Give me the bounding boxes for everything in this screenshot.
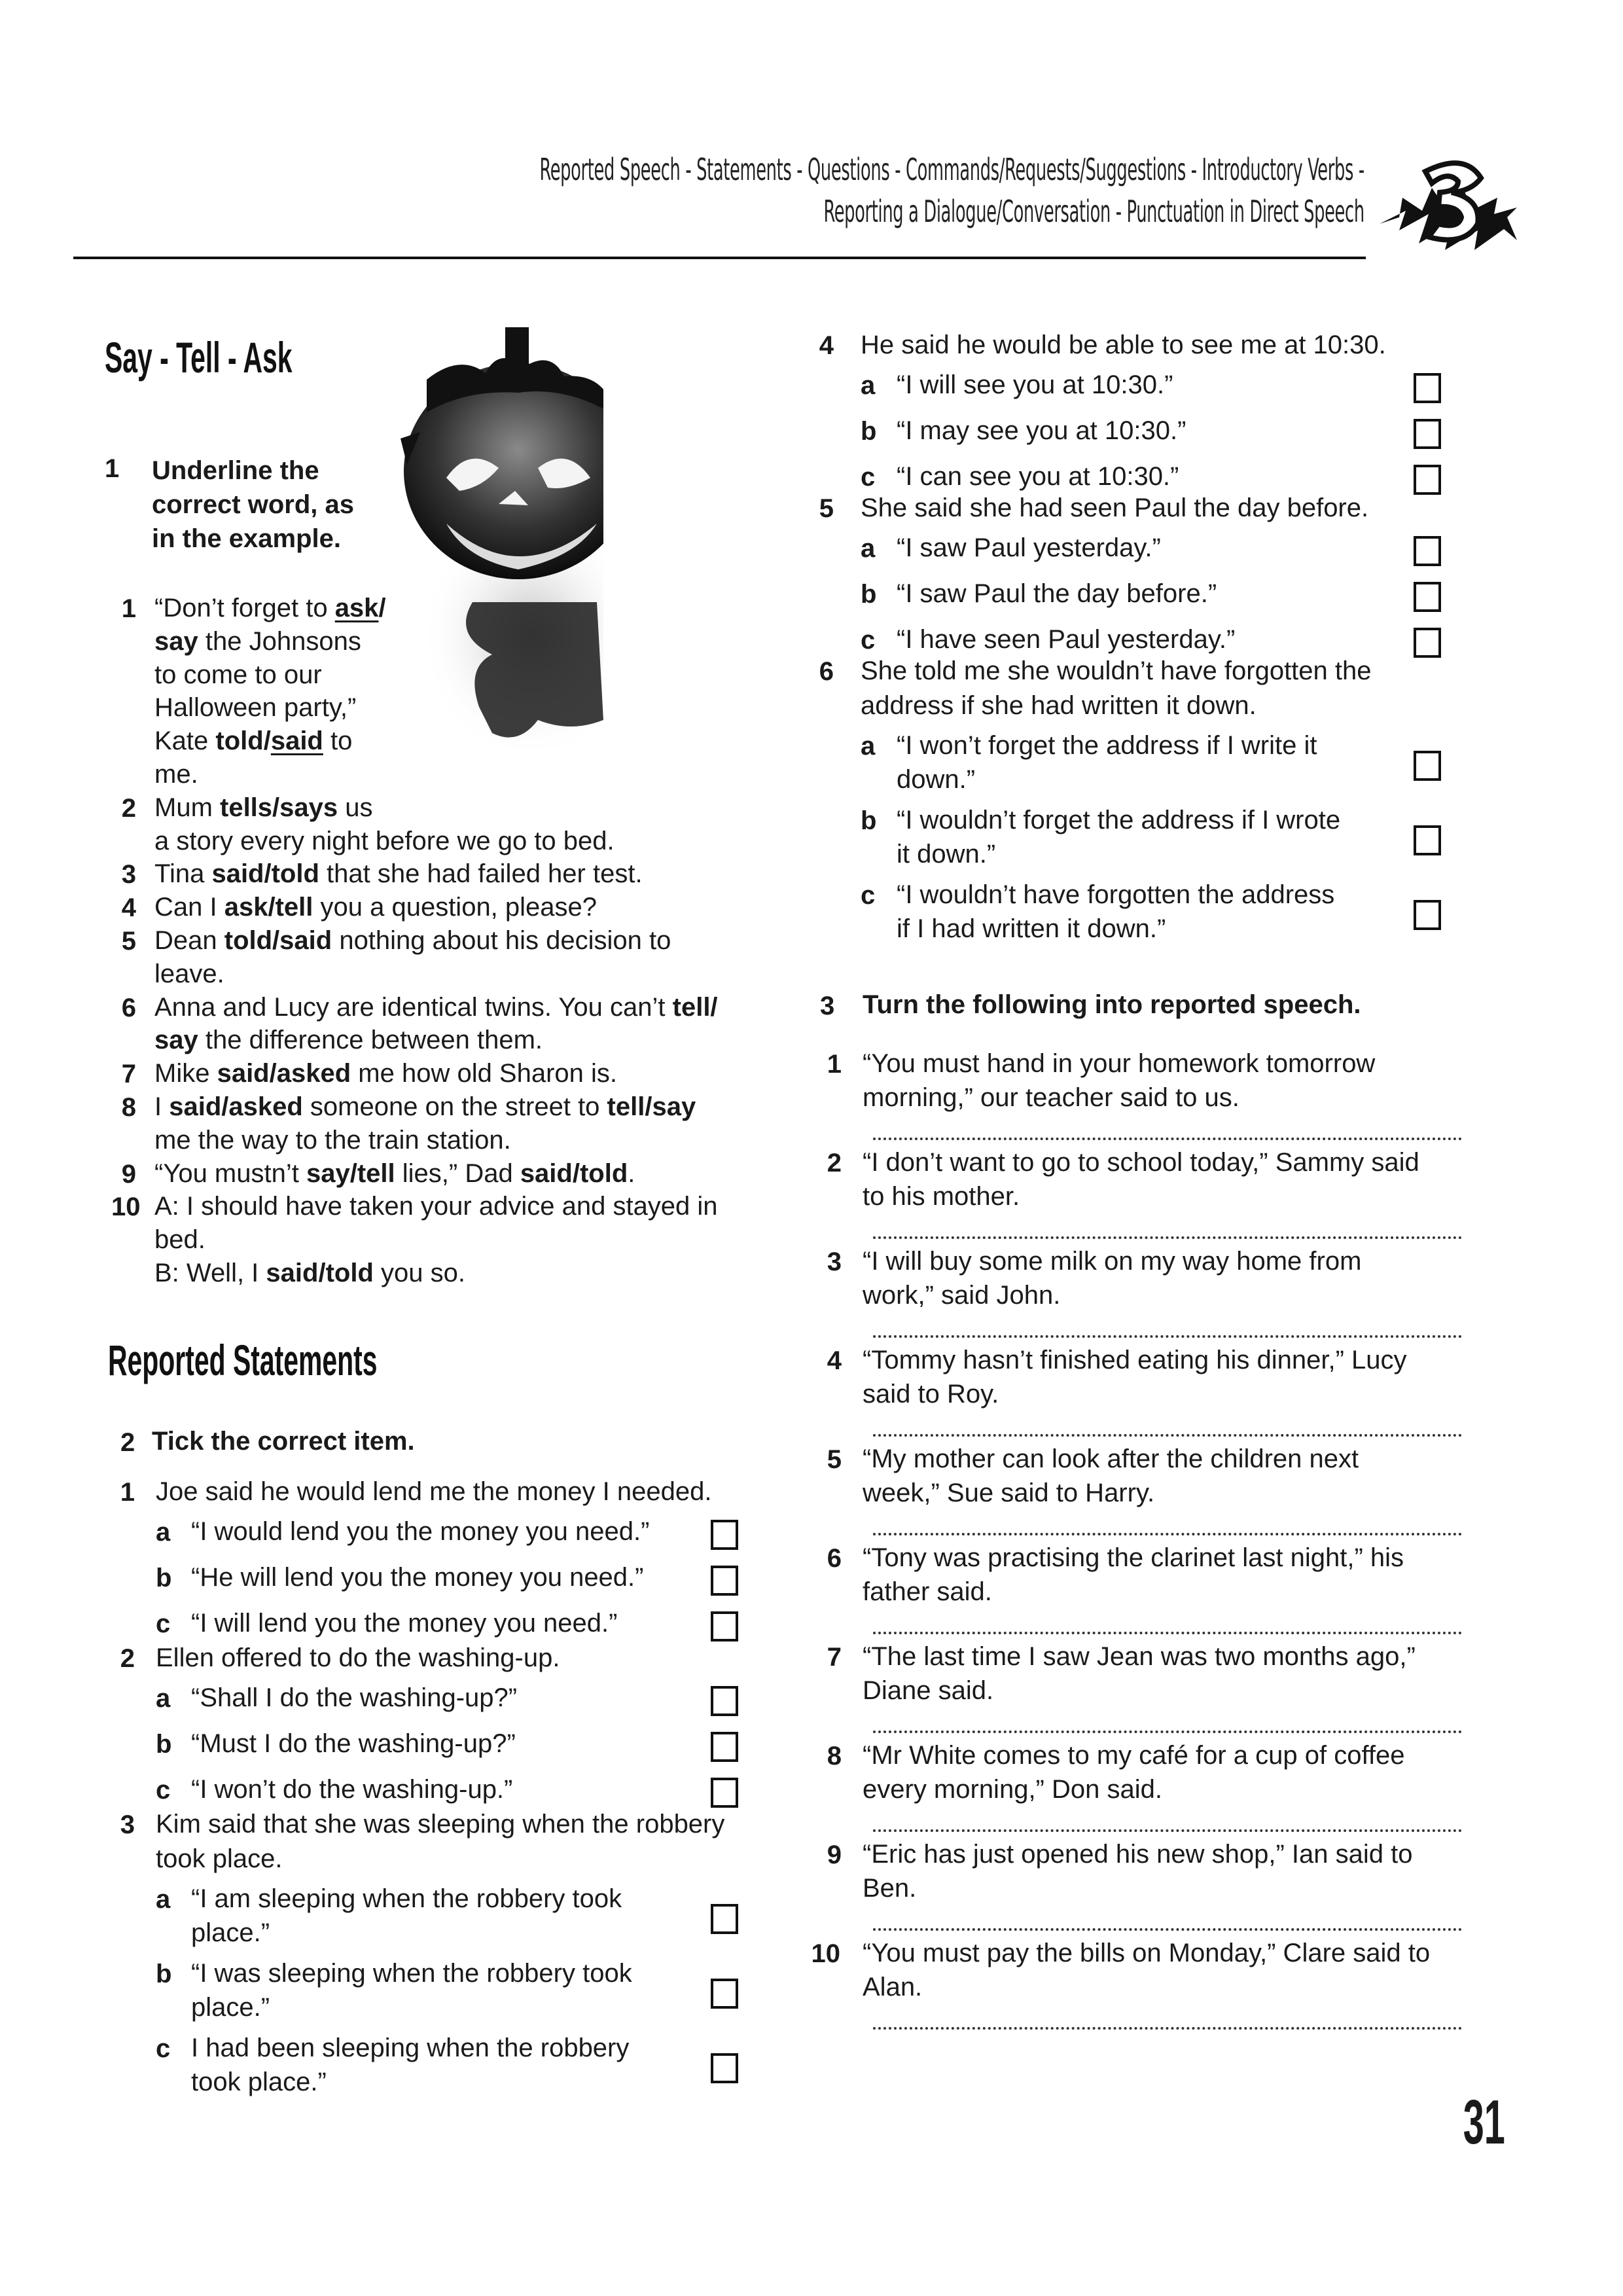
item-line [154,1257,465,1290]
item-number: 6 [827,1544,842,1573]
option-text: it down.” [897,840,996,869]
item-text: to come to our [154,660,322,689]
item-number: 7 [827,1643,842,1672]
item-number: 7 [121,1060,136,1089]
option-text: “I won’t do the washing-up.” [191,1775,513,1804]
item-text: “You must hand in your homework tomorrow [863,1049,1376,1078]
item-text: “My mother can look after the children next [863,1444,1359,1473]
item-text: “Don’t forget to [154,594,335,622]
answer-choice[interactable]: said [270,726,323,756]
item-text: nothing about his decision to [332,926,671,955]
tick-checkbox[interactable] [1414,582,1441,612]
answer-line[interactable] [873,1138,1462,1140]
item-number: 5 [827,1445,842,1474]
option-text: “I will lend you the money you need.” [191,1609,618,1638]
tick-checkbox[interactable] [711,1520,738,1550]
option-letter: b [861,806,877,835]
item-text: I [154,1092,169,1121]
item-text: us [338,793,373,822]
item-number: 3 [121,860,136,889]
item-text: “Tony was practising the clarinet last night,” his [863,1543,1404,1572]
header-line-2: Reporting a Dialogue/Conversation - Punctuation in Direct Speech [823,194,1364,229]
page-number: 31 [1463,2087,1505,2157]
item-text: the difference between them. [198,1026,543,1055]
item-number: 8 [121,1093,136,1122]
answer-choice[interactable]: told/said [224,926,332,955]
answer-line[interactable] [873,1533,1462,1535]
item-text: Ben. [863,1874,917,1903]
item-line [154,791,373,825]
item-text: father said. [863,1577,992,1606]
option-text: “I can see you at 10:30.” [897,462,1179,491]
option-text: place.” [191,1918,270,1947]
option-letter: a [861,534,876,563]
option-letter: a [861,732,876,761]
answer-line[interactable] [873,1829,1462,1832]
option-text: “Must I do the washing-up?” [191,1729,516,1758]
tick-checkbox[interactable] [711,1611,738,1641]
option-text: “I have seen Paul yesterday.” [897,625,1236,654]
option-letter: c [156,1609,171,1638]
tick-checkbox[interactable] [711,1686,738,1716]
item-text: “Tommy hasn’t finished eating his dinner,” Lucy [863,1346,1407,1374]
option-letter: b [156,1960,172,1988]
item-text: me. [154,760,198,789]
answer-choice[interactable]: tell/say [607,1092,696,1121]
unit-emblem [1366,152,1524,257]
answer-line[interactable] [873,1928,1462,1931]
item-line [154,758,198,791]
option-text: “I am sleeping when the robbery took [191,1884,622,1913]
option-text: “He will lend you the money you need.” [191,1563,644,1592]
answer-choice[interactable]: say/tell [306,1158,395,1188]
option-letter: b [156,1564,172,1592]
item-text: “The last time I saw Jean was two months ago,” [863,1642,1416,1671]
option-letter: a [156,1518,171,1547]
item-text: “Mr White comes to my café for a cup of coffee [863,1741,1405,1770]
option-text: place.” [191,1993,270,2022]
item-line [154,825,615,858]
answer-line[interactable] [873,1236,1462,1239]
item-text: bed. [154,1225,205,1255]
item-text: that she had failed her test. [319,859,643,889]
item-number: 6 [819,657,834,686]
item-number: 4 [121,893,136,923]
tick-checkbox[interactable] [1414,419,1441,449]
item-line [154,958,224,991]
item-line [154,1124,511,1157]
item-line [154,1223,205,1257]
answer-choice[interactable]: ask/tell [224,893,313,922]
option-letter: c [861,881,876,910]
header-rule [73,257,1366,259]
item-line [154,924,671,958]
option-letter: a [861,371,876,400]
answer-choice[interactable]: tells/says [220,793,338,822]
item-text: to [323,726,353,756]
answer-choice[interactable]: said/told [211,859,319,889]
answer-line[interactable] [873,1632,1462,1634]
tick-checkbox[interactable] [711,1566,738,1596]
option-text: “I saw Paul yesterday.” [897,533,1161,562]
answer-choice[interactable]: say [154,1026,198,1055]
item-text: you so. [373,1259,465,1287]
item-number: 10 [111,1193,141,1222]
option-letter: a [156,1885,171,1914]
item-text: Diane said. [863,1676,994,1705]
option-text: “I was sleeping when the robbery took [191,1959,632,1988]
tick-checkbox[interactable] [711,2053,738,2083]
item-number: 4 [827,1346,842,1375]
item-line [154,857,643,891]
item-text: a story every night before we go to bed. [154,826,615,855]
answer-choice[interactable]: say [154,626,198,656]
item-number: 2 [120,1644,135,1673]
option-text: “I will see you at 10:30.” [897,370,1173,399]
option-letter: b [156,1730,172,1759]
answer-choice[interactable]: / [378,594,386,622]
header-line-1: Reported Speech - Statements - Questions - Commands/Requests/Suggestions - Introductory Verbs - [539,152,1364,187]
item-line [154,691,356,725]
item-line [154,991,718,1024]
answer-choice[interactable]: tell/ [672,992,718,1022]
option-text: “I saw Paul the day before.” [897,579,1217,608]
answer-line[interactable] [873,1335,1462,1338]
item-text: “Eric has just opened his new shop,” Ian said to [863,1840,1413,1869]
item-text: Halloween party,” [154,693,357,723]
option-letter: a [156,1684,171,1713]
option-text: “I wouldn’t forget the address if I wrote [897,806,1341,834]
exercise-instruction: Tick the correct item. [152,1427,415,1456]
pumpkin-illustration [401,327,603,772]
answer-choice[interactable]: said/told [520,1158,628,1188]
item-line [154,1190,718,1223]
item-line [154,592,386,625]
item-text: week,” Sue said to Harry. [863,1479,1155,1507]
item-text: Anna and Lucy are identical twins. You can’t [154,992,673,1022]
item-text: lies,” Dad [395,1158,520,1188]
instruction-line: Underline the [152,456,319,485]
item-line [154,725,352,758]
item-text: you a question, please? [313,893,597,922]
item-text: every morning,” Don said. [863,1775,1162,1804]
item-stem: took place. [156,1844,283,1873]
option-text: “I wouldn’t have forgotten the address [897,880,1335,909]
item-text: Alan. [863,1973,923,2001]
answer-choice[interactable]: said/asked [217,1059,351,1088]
section-title-reported-statements: Reported Statements [108,1336,378,1384]
option-letter: c [861,463,876,492]
item-text: leave. [154,959,224,988]
item-text: Mum [154,793,220,822]
item-text: “You must pay the bills on Monday,” Clare said to [863,1939,1431,1967]
item-number: 3 [827,1247,842,1276]
item-text: Dean [154,926,224,955]
answer-choice[interactable]: said/told [266,1259,374,1287]
tick-checkbox[interactable] [711,1904,738,1934]
item-text: to his mother. [863,1182,1020,1211]
tick-checkbox[interactable] [1414,751,1441,781]
item-line [154,1090,696,1124]
option-text: “I won’t forget the address if I write it [897,731,1317,760]
tick-checkbox[interactable] [1414,465,1441,495]
item-stem: He said he would be able to see me at 10:30. [861,331,1386,359]
item-number: 1 [120,1478,135,1507]
option-text: took place.” [191,2068,327,2096]
option-text: “I would lend you the money you need.” [191,1517,650,1546]
tick-checkbox[interactable] [711,1732,738,1762]
item-text: Kate [154,726,216,756]
item-text: “You mustn’t [154,1158,306,1188]
exercise-number: 1 [105,454,120,483]
item-text: “I don’t want to go to school today,” Sammy said [863,1148,1419,1177]
answer-line[interactable] [873,1731,1462,1733]
item-number: 3 [120,1810,135,1839]
instruction-line: in the example. [152,524,341,553]
item-text: morning,” our teacher said to us. [863,1083,1240,1112]
item-number: 10 [811,1939,840,1968]
option-letter: b [861,417,877,446]
item-number: 4 [819,331,834,360]
item-text: Can I [154,893,224,922]
option-letter: c [156,1776,171,1804]
tick-checkbox[interactable] [1414,628,1441,658]
option-letter: b [861,580,877,609]
item-text: me the way to the train station. [154,1125,511,1155]
item-number: 9 [121,1159,136,1189]
item-text: the Johnsons [198,626,361,656]
tick-checkbox[interactable] [711,1979,738,2009]
item-stem: She said she had seen Paul the day before. [861,493,1369,522]
item-line [154,625,361,658]
tick-checkbox[interactable] [1414,373,1441,403]
exercise-number: 2 [120,1428,135,1457]
item-text: work,” said John. [863,1281,1061,1310]
answer-line[interactable] [873,2027,1462,2030]
item-text: Mike [154,1059,217,1088]
option-text: I had been sleeping when the robbery [191,2034,630,2062]
item-stem: address if she had written it down. [861,691,1257,720]
item-number: 8 [827,1742,842,1770]
item-stem: Ellen offered to do the washing-up. [156,1643,560,1672]
tick-checkbox[interactable] [1414,536,1441,566]
item-stem: She told me she wouldn’t have forgotten the [861,656,1372,685]
tick-checkbox[interactable] [1414,825,1441,855]
option-text: “I may see you at 10:30.” [897,416,1186,445]
item-text: someone on the street to [302,1092,607,1121]
item-number: 1 [121,594,136,623]
item-line [154,1057,617,1090]
tick-checkbox[interactable] [711,1778,738,1808]
item-line [154,891,597,924]
item-number: 2 [121,793,136,823]
item-line [154,658,322,692]
option-text: down.” [897,765,976,794]
exercise-number: 3 [820,992,835,1020]
answer-choice[interactable]: told/ [215,726,271,756]
tick-checkbox[interactable] [1414,900,1441,930]
option-letter: c [861,626,876,655]
option-text: “Shall I do the washing-up?” [191,1683,518,1712]
option-letter: c [156,2034,171,2063]
answer-choice[interactable]: said/asked [169,1092,303,1121]
unit-number: 3 [1445,216,1453,230]
item-text: B: Well, I [154,1259,266,1287]
item-stem: Kim said that she was sleeping when the robbery [156,1810,725,1839]
item-number: 5 [121,927,136,956]
item-text: A: I should have taken your advice and stayed in [154,1192,718,1221]
exercise-instruction: Turn the following into reported speech. [863,990,1361,1019]
item-number: 2 [827,1149,842,1177]
answer-choice[interactable]: ask [334,594,379,622]
answer-line[interactable] [873,1434,1462,1437]
item-stem: Joe said he would lend me the money I needed. [156,1477,712,1506]
instruction-line: correct word, as [152,490,355,519]
item-number: 1 [827,1050,842,1079]
section-title-say-tell-ask: Say - Tell - Ask [105,333,293,382]
item-number: 9 [827,1840,842,1869]
item-line [154,1024,543,1057]
item-text: me how old Sharon is. [351,1059,618,1088]
item-number: 5 [819,494,834,523]
item-text: . [628,1158,635,1188]
item-text: said to Roy. [863,1380,999,1408]
item-line [154,1157,635,1191]
item-number: 6 [121,993,136,1022]
item-text: Tina [154,859,212,889]
item-text: “I will buy some milk on my way home from [863,1247,1362,1276]
option-text: if I had written it down.” [897,914,1166,943]
